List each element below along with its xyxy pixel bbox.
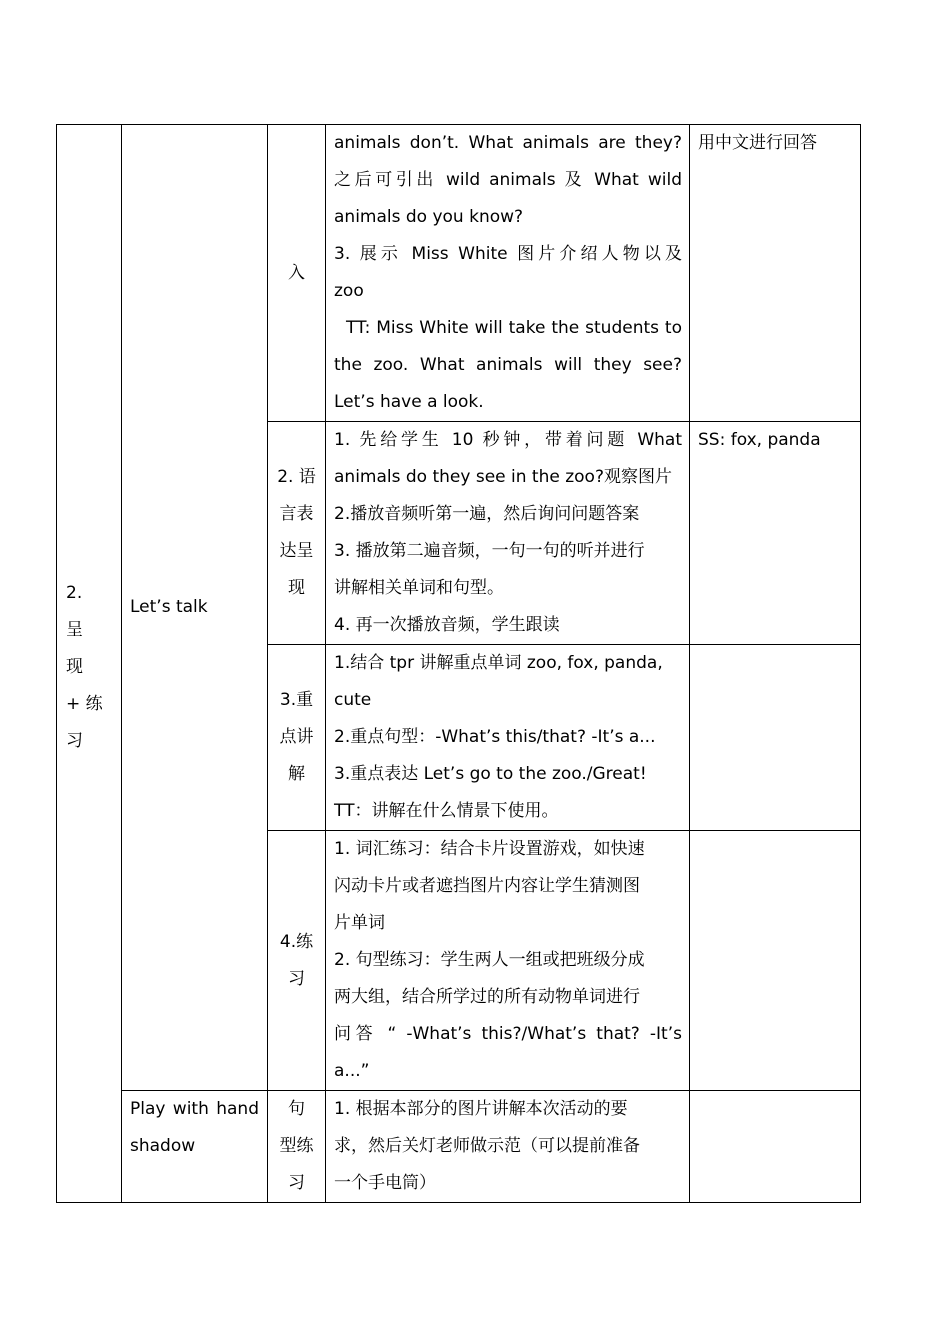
- content-line: 两大组，结合所学过的所有动物单词进行: [334, 987, 640, 1007]
- step-line: 言表: [279, 504, 314, 524]
- step-line: 3.重: [279, 690, 314, 710]
- step-cell: [268, 125, 326, 422]
- content-line: animals don’t. What animals are they?: [334, 133, 682, 153]
- content-line: 2. 句型练习：学生两人一组或把班级分成: [334, 950, 645, 970]
- note-cell: [690, 125, 861, 422]
- note-cell: [690, 1091, 861, 1203]
- content-line: 3. 展示 Miss White 图片介绍人物以及: [334, 244, 682, 264]
- content-line: animals do you know?: [334, 207, 524, 227]
- step-line: 型练: [279, 1136, 314, 1156]
- content-line: 4. 再一次播放音频，学生跟读: [334, 615, 560, 635]
- stage-cell: [57, 125, 122, 1203]
- stage-line: + 练: [66, 694, 103, 714]
- note-text: 用中文进行回答: [698, 133, 817, 153]
- step-line: 现: [288, 578, 305, 598]
- content-cell: [326, 831, 690, 1091]
- step-line: 习: [288, 1173, 305, 1193]
- stage-line: 习: [66, 731, 83, 751]
- activity-cell: [122, 1091, 268, 1203]
- content-cell: [326, 125, 690, 422]
- table-row: [57, 1091, 861, 1203]
- content-line: 之后可引出 wild animals 及 What wild: [334, 170, 682, 190]
- step-cell: [268, 645, 326, 831]
- note-cell: [690, 831, 861, 1091]
- content-line: 3.重点表达 Let’s go to the zoo./Great!: [334, 764, 647, 784]
- content-line: 2.重点句型：-What’s this/that? -It’s a...: [334, 727, 656, 747]
- content-line: 闪动卡片或者遮挡图片内容让学生猜测图: [334, 876, 640, 896]
- step-line: 点讲: [279, 727, 314, 747]
- content-line: 3. 播放第二遍音频，一句一句的听并进行: [334, 541, 645, 561]
- stage-line: 呈现: [66, 620, 91, 677]
- content-line: Let’s have a look.: [334, 392, 484, 412]
- content-line: cute: [334, 690, 372, 710]
- content-cell: [326, 1091, 690, 1203]
- step-cell: [268, 1091, 326, 1203]
- content-line: zoo: [334, 281, 364, 301]
- step-line: 入: [288, 262, 305, 283]
- activity-label: Play with hand: [130, 1099, 259, 1119]
- content-cell: [326, 645, 690, 831]
- content-line: 1.结合 tpr 讲解重点单词 zoo, fox, panda,: [334, 653, 663, 673]
- content-line: 片单词: [334, 913, 385, 933]
- content-line: the zoo. What animals will they see?: [334, 355, 682, 375]
- content-cell: [326, 422, 690, 645]
- content-line: animals do they see in the zoo?观察图片: [334, 467, 672, 487]
- content-line: 一个手电筒）: [334, 1173, 436, 1193]
- step-line: 2. 语: [277, 467, 316, 487]
- content-line: TT: Miss White will take the students to: [346, 318, 682, 338]
- stage-line: 2.: [66, 583, 83, 603]
- lesson-plan-table: [56, 124, 861, 1203]
- content-line: 1. 根据本部分的图片讲解本次活动的要: [334, 1099, 628, 1119]
- content-line: 2.播放音频听第一遍，然后询问问题答案: [334, 504, 640, 524]
- content-line: TT：讲解在什么情景下使用。: [334, 801, 559, 821]
- step-line: 习: [288, 968, 305, 989]
- step-line: 4.练: [279, 931, 314, 952]
- activity-label: Let’s talk: [130, 597, 208, 617]
- note-cell: [690, 422, 861, 645]
- activity-label: shadow: [130, 1136, 196, 1156]
- note-cell: [690, 645, 861, 831]
- content-line: a...”: [334, 1061, 370, 1081]
- content-line: 1. 词汇练习：结合卡片设置游戏，如快速: [334, 839, 645, 859]
- content-line: 求，然后关灯老师做示范（可以提前准备: [334, 1136, 640, 1156]
- step-line: 达呈: [279, 541, 314, 561]
- activity-cell: [122, 125, 268, 1091]
- content-line: 讲解相关单词和句型。: [334, 578, 504, 598]
- table-row: [57, 125, 861, 422]
- step-cell: [268, 831, 326, 1091]
- step-cell: [268, 422, 326, 645]
- content-line: 问答 “ -What’s this?/What’s that? -It’s: [334, 1024, 682, 1044]
- step-line: 解: [288, 764, 305, 784]
- content-line: 1. 先给学生 10 秒钟，带着问题 What: [334, 430, 682, 450]
- step-line: 句: [288, 1099, 305, 1119]
- note-text: SS: fox, panda: [698, 430, 821, 450]
